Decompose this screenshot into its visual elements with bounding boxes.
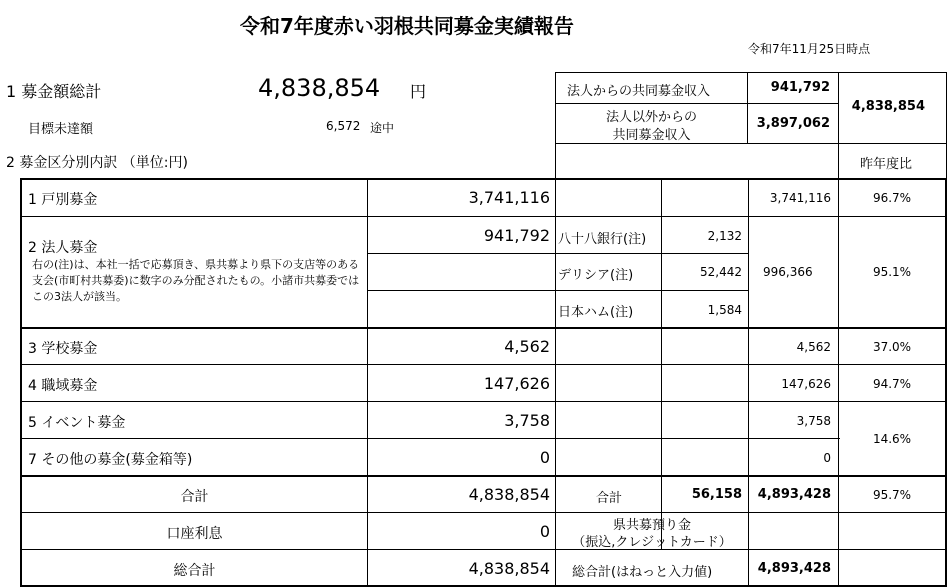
grand-total-label: 総合計 [173,563,216,579]
total-value: 4,838,854 [258,74,381,102]
event-other-ratio: 14.6% [872,432,912,446]
unmet-value: 6,572 [326,119,361,133]
subtotal-sum: 4,893,428 [757,487,831,502]
company-1-value: 2,132 [707,229,742,243]
company-3-name: 日本ハム(注) [558,305,634,320]
as-of-date: 令和7年11月25日時点 [748,42,871,56]
deposit-label-2: （振込,クレジットカード） [572,535,732,550]
corp-income-value: 941,792 [770,80,830,95]
other-sum: 0 [823,451,831,465]
prev-year-ratio-header: 昨年度比 [860,157,913,172]
other-amount: 0 [539,448,550,467]
noncorp-income-value: 3,897,062 [756,116,830,131]
corporate-sum: 996,366 [763,265,813,279]
interest-label: 口座利息 [166,526,223,542]
subtotal-companies: 56,158 [691,487,742,502]
subtotal-label-2: 合計 [596,491,623,506]
corporate-label: 2 法人募金 [28,240,98,256]
school-amount: 4,562 [504,337,550,356]
corporate-amount: 941,792 [483,226,550,245]
yen-unit: 円 [410,82,427,101]
workplace-sum: 147,626 [781,377,831,391]
event-sum: 3,758 [796,414,831,428]
company-1-name: 八十八銀行(注) [558,232,647,247]
event-label: 5 イベント募金 [28,415,126,431]
company-2-name: デリシア(注) [558,268,634,283]
interest-amount: 0 [539,522,550,541]
subtotal-label: 合計 [180,489,209,505]
workplace-ratio: 94.7% [872,377,912,391]
corporate-ratio: 95.1% [872,265,912,279]
workplace-amount: 147,626 [483,374,550,393]
income-total: 4,838,854 [851,99,925,114]
other-label: 7 その他の募金(募金箱等) [28,452,193,468]
deposit-label-1: 県共募預り金 [612,518,691,533]
noncorp-income-label-2: 共同募金収入 [612,128,691,143]
noncorp-income-label-1: 法人以外からの [605,110,697,125]
household-label: 1 戸別募金 [28,192,98,208]
total-label: 1 募金額総計 [6,82,102,101]
school-sum: 4,562 [796,340,831,354]
report-title: 令和7年度赤い羽根共同募金実績報告 [240,14,574,38]
event-amount: 3,758 [504,411,550,430]
school-label: 3 学校募金 [28,341,98,357]
company-2-value: 52,442 [700,265,742,279]
corporate-note: 右の(注)は、本社一括で応募頂き、県共募より県下の支店等のある支会(市町村共募委)に数字のみ分配されたもの。小諸市共募委ではこの3法人が該当。 [32,258,360,303]
breakdown-label: 2 募金区分別内訳 （単位:円) [6,155,188,171]
company-3-value: 1,584 [707,303,742,317]
grand-total-sum: 4,893,428 [757,561,831,576]
subtotal-ratio: 95.7% [872,488,912,502]
household-sum: 3,741,116 [769,191,831,205]
household-amount: 3,741,116 [468,188,550,207]
subtotal-amount: 4,838,854 [468,485,550,504]
corp-income-label: 法人からの共同募金収入 [567,84,711,99]
unmet-status: 途中 [370,121,395,135]
unmet-label: 目標未達額 [28,122,94,137]
grand-total-amount: 4,838,854 [468,559,550,578]
grand-total-label-2: 総合計(はねっと入力値) [572,565,713,580]
household-ratio: 96.7% [872,191,912,205]
school-ratio: 37.0% [872,340,912,354]
workplace-label: 4 職域募金 [28,378,98,394]
